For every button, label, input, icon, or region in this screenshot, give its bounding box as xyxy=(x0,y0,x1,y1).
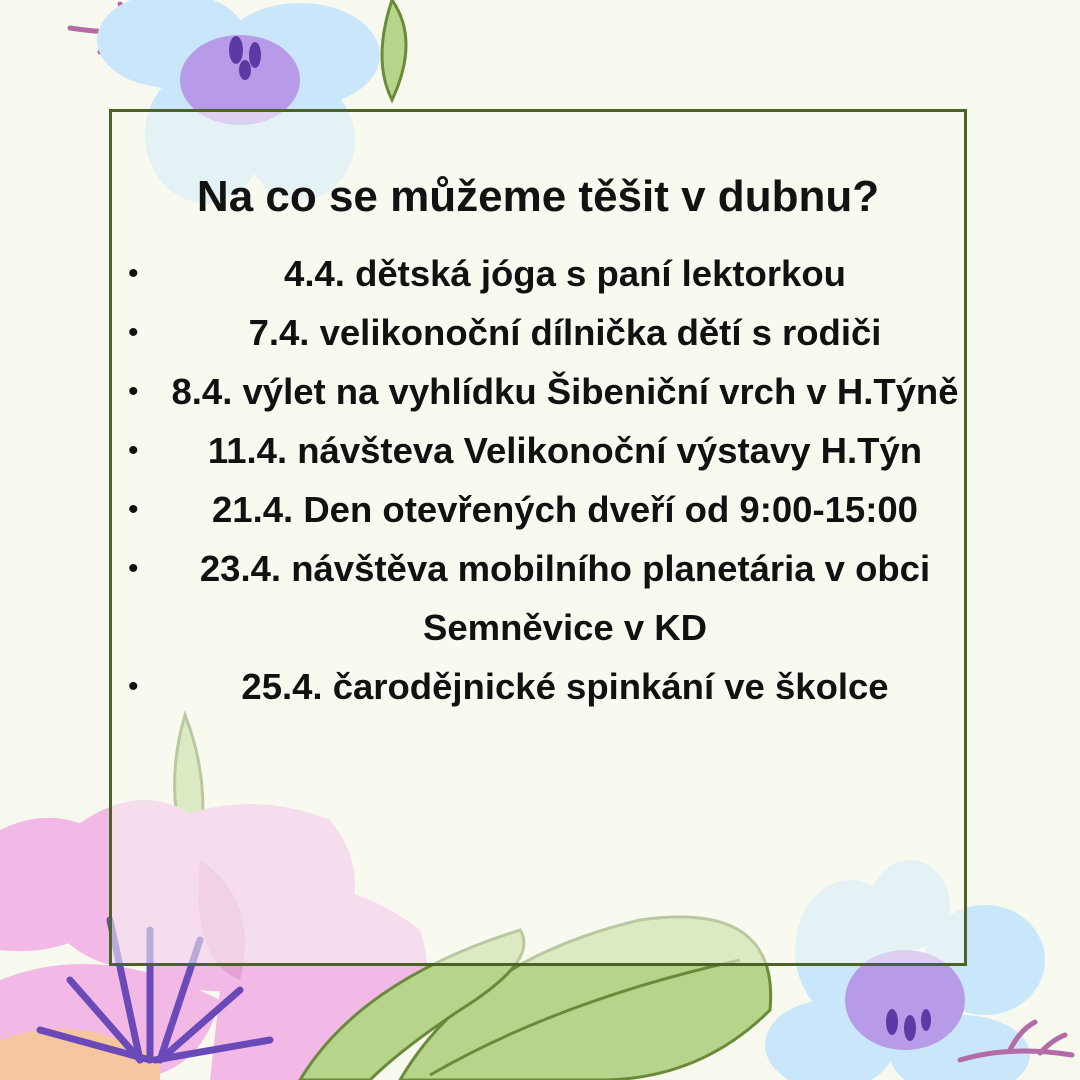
bullet-icon: • xyxy=(128,257,139,290)
list-item xyxy=(120,539,960,657)
list-item xyxy=(120,657,960,716)
bullet-icon: • xyxy=(128,552,139,585)
list-item xyxy=(120,480,960,539)
list-item xyxy=(120,362,960,421)
event-text: 11.4. návšteva Velikonoční výstavy H.Týn xyxy=(207,430,923,471)
event-text: 21.4. Den otevřených dveří od 9:00-15:00 xyxy=(212,489,918,530)
event-list xyxy=(120,244,960,716)
top-leaf-icon xyxy=(382,0,406,100)
event-text: 4.4. dětská jóga s paní lektorkou xyxy=(284,253,846,294)
page-title: Na co se můžeme těšit v dubnu? xyxy=(196,172,880,221)
list-item xyxy=(120,421,960,480)
event-text: 23.4. návštěva mobilního planetária v obci Semněvice v KD xyxy=(199,548,931,648)
bullet-icon: • xyxy=(128,493,139,526)
bullet-icon: • xyxy=(128,375,139,408)
list-item xyxy=(120,244,960,303)
list-item xyxy=(120,303,960,362)
event-text: 8.4. výlet na vyhlídku Šibeniční vrch v H.Týně xyxy=(171,371,959,412)
event-text: 25.4. čarodějnické spinkání ve školce xyxy=(241,666,889,707)
bullet-icon: • xyxy=(128,316,139,349)
event-text: 7.4. velikonoční dílnička dětí s rodiči xyxy=(248,312,882,353)
bullet-icon: • xyxy=(128,670,139,703)
bullet-icon: • xyxy=(128,434,139,467)
